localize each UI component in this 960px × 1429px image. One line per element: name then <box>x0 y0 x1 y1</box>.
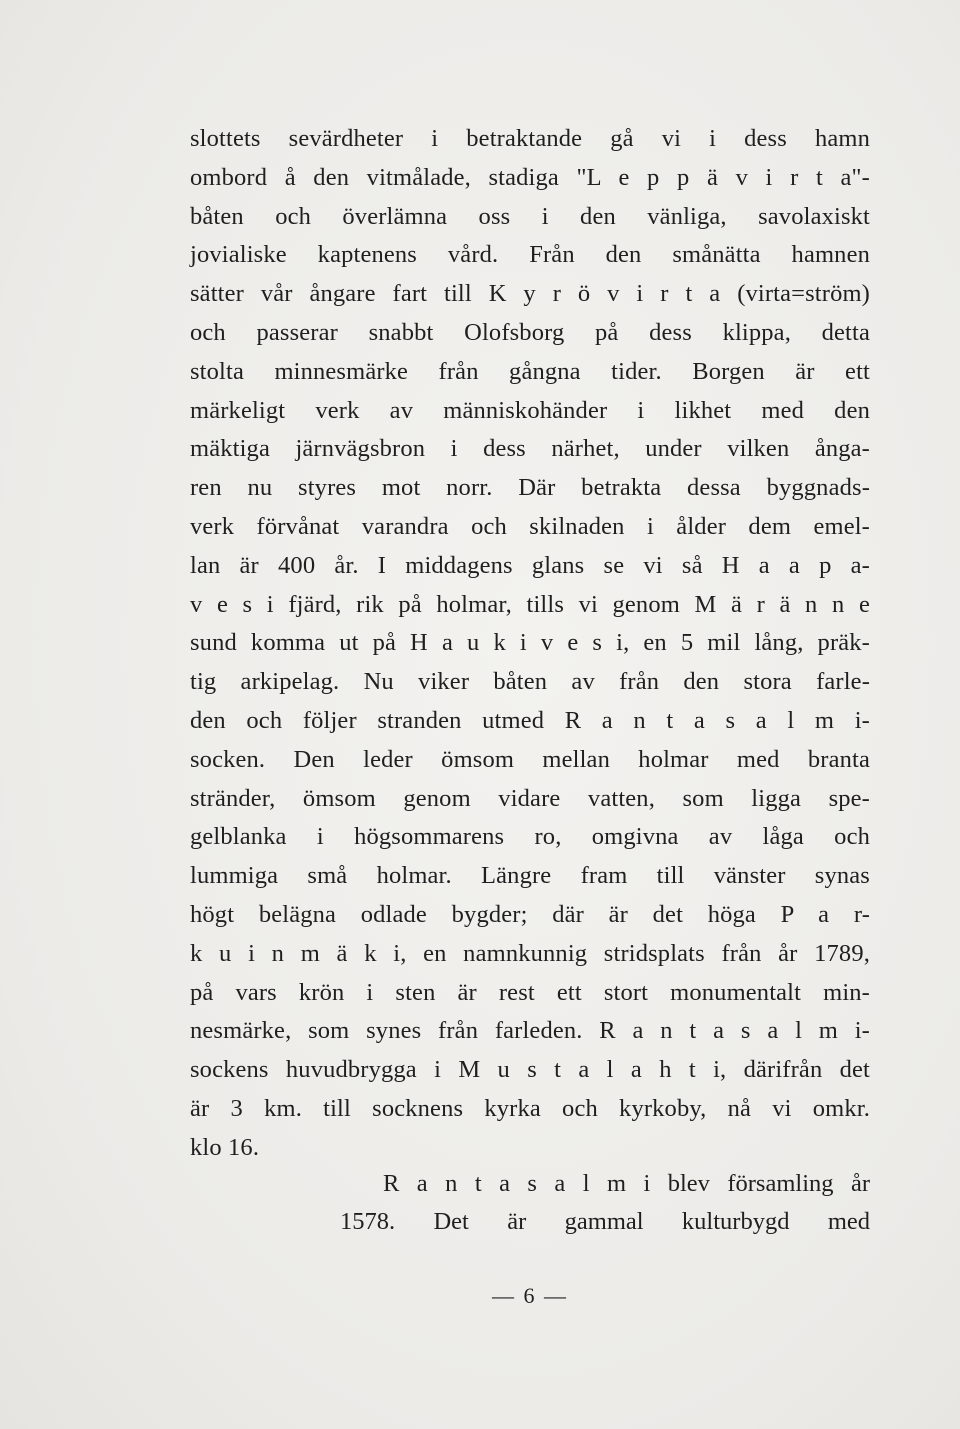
text-line: och passerar snabbt Olofsborg på dess klippa, detta <box>190 318 870 346</box>
text-line: stolta minnesmärke från gångna tider. Borgen är ett <box>190 357 870 385</box>
text-line: den och följer stranden utmed R a n t a s a l m i- <box>190 706 870 734</box>
second-paragraph-line: 1578. Det är gammal kulturbygd med <box>340 1208 870 1235</box>
text-line: jovialiske kaptenens vård. Från den smånätta hamnen <box>190 241 870 269</box>
text-line: lummiga små holmar. Längre fram till vänster synas <box>190 862 870 890</box>
text-line: sätter vår ångare fart till K y r ö v i r t a (virta=ström) <box>190 280 870 308</box>
text-line: tig arkipelag. Nu viker båten av från den stora farle- <box>190 668 870 696</box>
text-line: är 3 km. till socknens kyrka och kyrkoby, nå vi omkr. <box>190 1094 870 1122</box>
text-line: båten och överlämna oss i den vänliga, savolaxiskt <box>190 202 870 230</box>
text-line: ren nu styres mot norr. Där betrakta dessa byggnads- <box>190 474 870 502</box>
text-line: ombord å den vitmålade, stadiga "L e p p ä v i r t a"- <box>190 163 870 191</box>
text-line: slottets sevärdheter i betraktande gå vi i dess hamn <box>190 125 870 152</box>
text-line: märkeligt verk av människohänder i likhet med den <box>190 396 870 424</box>
text-line: sund komma ut på H a u k i v e s i, en 5 mil lång, präk- <box>190 629 870 657</box>
text-line: sockens huvudbrygga i M u s t a l a h t i, därifrån det <box>190 1056 870 1084</box>
text-line: lan är 400 år. I middagens glans se vi så H a a p a- <box>190 551 870 579</box>
text-line: på vars krön i sten är rest ett stort monumentalt min- <box>190 978 870 1006</box>
text-line: v e s i fjärd, rik på holmar, tills vi genom M ä r ä n n e <box>190 590 870 618</box>
page-number: — 6 — <box>492 1283 568 1308</box>
text-line: k u i n m ä k i, en namnkunnig stridsplats från år 1789, <box>190 939 870 967</box>
text-line: mäktiga järnvägsbron i dess närhet, under vilken ånga- <box>190 435 870 463</box>
text-line: stränder, ömsom genom vidare vatten, som ligga spe- <box>190 784 870 812</box>
text-line: verk förvånat varandra och skilnaden i ålder dem emel- <box>190 512 870 540</box>
second-paragraph-line: R a n t a s a l m i blev församling år <box>383 1170 870 1197</box>
text-line: gelblanka i högsommarens ro, omgivna av låga och <box>190 823 870 851</box>
text-line: nesmärke, som synes från farleden. R a n t a s a l m i- <box>190 1017 870 1045</box>
text-line: högt belägna odlade bygder; där är det höga P a r- <box>190 900 870 928</box>
main-paragraph <box>190 120 870 1168</box>
text-line: klo 16. <box>190 1133 260 1161</box>
text-line: socken. Den leder ömsom mellan holmar med branta <box>190 745 870 773</box>
